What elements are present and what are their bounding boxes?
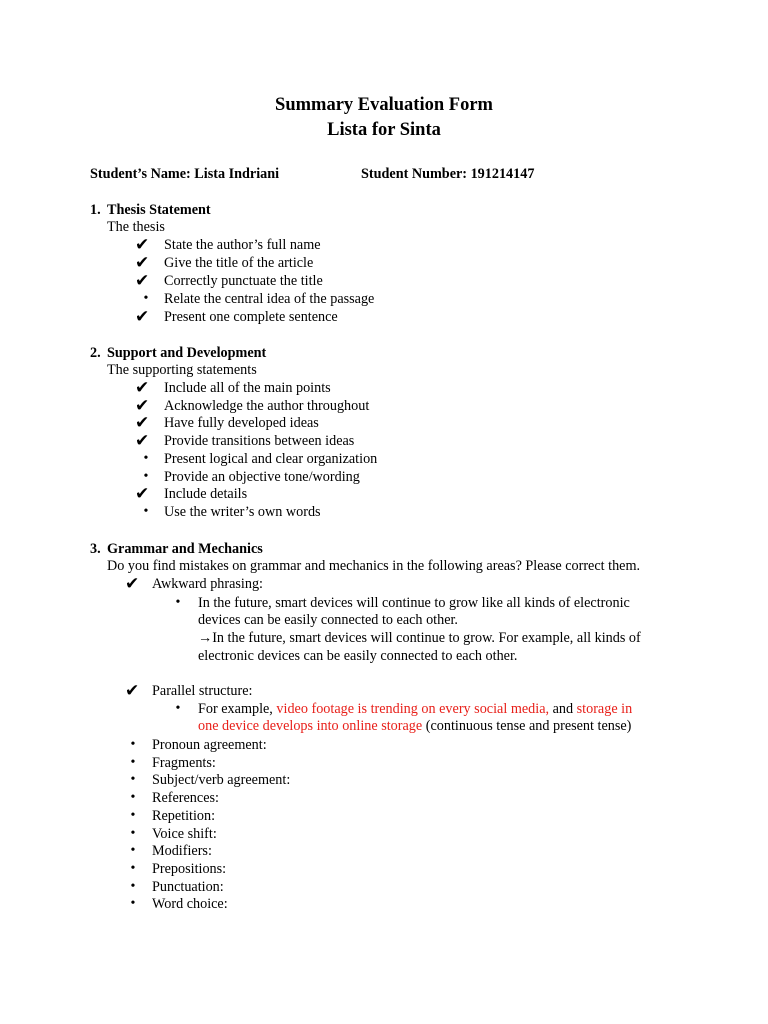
checkmark-icon: ✔ <box>135 413 150 433</box>
grammar-area-item-4: References: <box>152 790 219 807</box>
grammar-area-item-9: Punctuation: <box>152 878 224 895</box>
bullet-icon: • <box>175 701 181 716</box>
grammar-area-item-8: Prepositions: <box>152 860 227 877</box>
section3-heading: Grammar and Mechanics <box>107 541 263 557</box>
grammar-area-item-2: Fragments: <box>152 754 216 771</box>
support-checklist-item-2: Acknowledge the author throughout <box>164 397 370 414</box>
parallel-red-text-2b: one device develops into online storage <box>198 718 423 734</box>
bullet-icon: • <box>175 595 181 610</box>
awkward-correction-text: In the future, smart devices will continue to grow. For example, all kinds of <box>212 630 641 646</box>
bullet-icon: • <box>130 772 136 788</box>
awkward-phrasing-label: Awkward phrasing: <box>152 576 263 592</box>
checkmark-icon: ✔ <box>135 431 150 451</box>
bullet-icon: • <box>130 878 136 894</box>
grammar-area-item-3: Subject/verb agreement: <box>152 772 291 789</box>
thesis-checklist-item-3: Correctly punctuate the title <box>164 272 323 289</box>
bullet-icon: • <box>143 450 149 466</box>
checkmark-icon: ✔ <box>125 681 140 700</box>
document-title: Summary Evaluation Form <box>275 95 493 115</box>
support-checklist-item-7: Include details <box>164 486 248 503</box>
thesis-checklist-item-2: Give the title of the article <box>164 254 314 271</box>
grammar-area-item-6: Voice shift: <box>152 825 217 842</box>
checkmark-icon: ✔ <box>125 574 140 593</box>
support-checklist-item-1: Include all of the main points <box>164 380 331 396</box>
parallel-example-line2 <box>198 717 631 735</box>
checkmark-icon: ✔ <box>135 306 150 326</box>
section2-number: 2. <box>90 345 101 361</box>
parallel-example-line1 <box>198 700 632 718</box>
section1-heading: Thesis Statement <box>107 202 211 218</box>
grammar-area-item-5: Repetition: <box>152 807 216 824</box>
parallel-tail: (continuous tense and present tense) <box>422 718 632 734</box>
parallel-red-text-2a: storage in <box>576 701 633 717</box>
parallel-mid: and <box>549 701 577 717</box>
support-checklist-item-4: Provide transitions between ideas <box>164 433 355 450</box>
document-subtitle: Lista for Sinta <box>327 120 441 140</box>
support-checklist-item-3: Have fully developed ideas <box>164 415 319 432</box>
awkward-correction-line2: electronic devices can be easily connected to each other. <box>198 648 518 664</box>
awkward-example-line2: devices can be easily connected to each other. <box>198 612 458 628</box>
section2-intro: The supporting statements <box>107 362 257 378</box>
checkmark-icon: ✔ <box>135 395 150 415</box>
parallel-red-text-1: video footage is trending on every social media, <box>276 701 550 717</box>
grammar-area-item-7: Modifiers: <box>152 843 212 860</box>
support-checklist-item-5: Present logical and clear organization <box>164 450 378 467</box>
thesis-checklist-item-5: Present one complete sentence <box>164 308 338 325</box>
bullet-icon: • <box>130 737 136 752</box>
thesis-checklist-item-4: Relate the central idea of the passage <box>164 290 375 307</box>
student-number: Student Number: 191214147 <box>361 166 535 182</box>
bullet-icon: • <box>143 503 149 519</box>
awkward-example-line1: In the future, smart devices will continue to grow like all kinds of electronic <box>198 595 630 611</box>
bullet-icon: • <box>143 468 149 484</box>
bullet-icon: • <box>130 807 136 823</box>
checkmark-icon: ✔ <box>135 484 150 504</box>
section1-intro: The thesis <box>107 219 165 235</box>
checkmark-icon: ✔ <box>135 378 150 397</box>
bullet-icon: • <box>130 896 136 912</box>
thesis-checklist-item-1: State the author’s full name <box>164 237 321 253</box>
grammar-area-item-1: Pronoun agreement: <box>152 737 267 753</box>
bullet-icon: • <box>130 754 136 770</box>
support-checklist-item-6: Provide an objective tone/wording <box>164 468 360 485</box>
checkmark-icon: ✔ <box>135 235 150 254</box>
support-checklist-item-8: Use the writer’s own words <box>164 503 321 520</box>
section3-intro: Do you find mistakes on grammar and mechanics in the following areas? Please correct them. <box>107 558 641 574</box>
section3-number: 3. <box>90 541 101 557</box>
bullet-icon: • <box>130 790 136 806</box>
section2-heading: Support and Development <box>107 345 267 361</box>
bullet-icon: • <box>130 825 136 841</box>
grammar-area-item-10: Word choice: <box>152 896 228 913</box>
bullet-icon: • <box>130 860 136 876</box>
parallel-structure-label: Parallel structure: <box>152 683 253 699</box>
student-name: Student’s Name: Lista Indriani <box>90 166 280 182</box>
section1-number: 1. <box>90 202 101 218</box>
right-arrow-icon: → <box>198 630 213 646</box>
bullet-icon: • <box>143 290 149 306</box>
checkmark-icon: ✔ <box>135 252 150 272</box>
checkmark-icon: ✔ <box>135 270 150 290</box>
parallel-lead: For example, <box>198 701 277 717</box>
awkward-correction-line1 <box>198 629 641 647</box>
bullet-icon: • <box>130 843 136 859</box>
